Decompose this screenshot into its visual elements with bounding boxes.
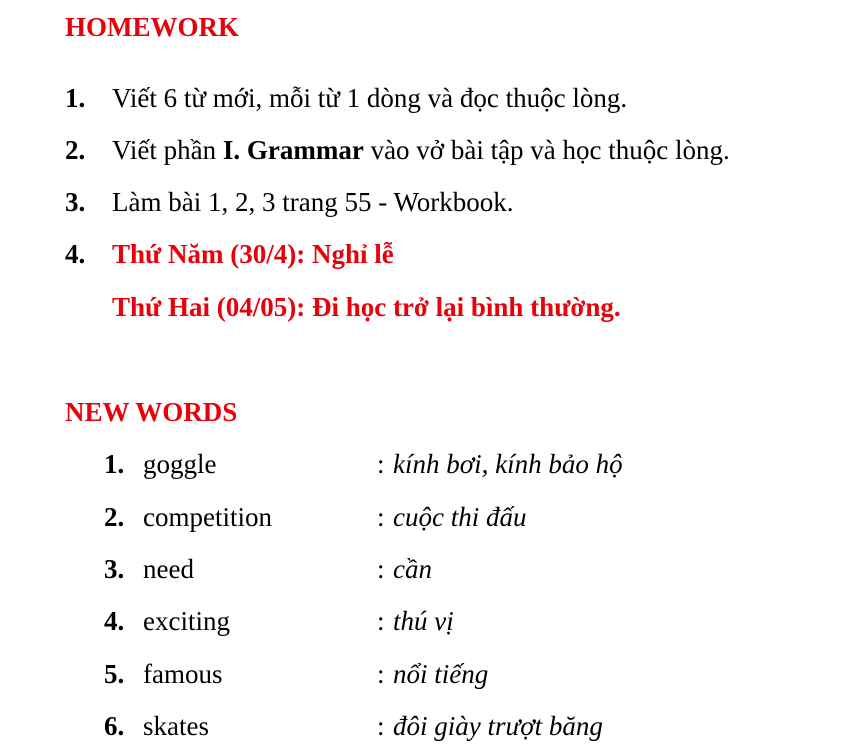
vocab-word: competition: [143, 502, 272, 532]
vocab-colon: :: [377, 711, 385, 741]
vocab-word: skates: [143, 711, 209, 741]
homework-item-number: 1.: [65, 83, 86, 113]
homework-heading: HOMEWORK: [65, 12, 239, 42]
vocab-number: 2.: [104, 502, 125, 532]
vocab-word: goggle: [143, 449, 217, 479]
vocab-word: need: [143, 554, 194, 584]
school-resume-notice: Thứ Hai (04/05): Đi học trở lại bình thường.: [112, 292, 621, 322]
homework-item-number: 4.: [65, 239, 86, 269]
new-words-heading: NEW WORDS: [65, 397, 238, 427]
vocab-colon: :: [377, 606, 385, 636]
vocab-meaning: đôi giày trượt băng: [393, 711, 603, 741]
vocab-number: 5.: [104, 659, 125, 689]
vocab-number: 6.: [104, 711, 125, 741]
vocab-word: famous: [143, 659, 223, 689]
vocab-meaning: kính bơi, kính bảo hộ: [393, 449, 623, 479]
vocab-meaning: thú vị: [393, 606, 454, 636]
homework-item: [65, 241, 394, 268]
vocab-word: exciting: [143, 606, 230, 636]
homework-item: [65, 85, 627, 112]
homework-item: [65, 137, 730, 164]
homework-item-text: Viết 6 từ mới, mỗi từ 1 dòng và đọc thuộc lòng.: [112, 83, 628, 113]
vocab-colon: :: [377, 554, 385, 584]
vocab-meaning: cần: [393, 554, 432, 584]
grammar-reference: I. Grammar: [222, 135, 364, 165]
homework-item-text: Viết phần: [112, 135, 223, 165]
vocab-colon: :: [377, 659, 385, 689]
homework-item: [65, 189, 514, 216]
vocab-number: 4.: [104, 606, 125, 636]
homework-item-text-end: vào vở bài tập và học thuộc lòng.: [363, 135, 730, 165]
homework-item-number: 3.: [65, 187, 86, 217]
holiday-notice: Thứ Năm (30/4): Nghỉ lễ: [112, 239, 394, 269]
vocab-number: 3.: [104, 554, 125, 584]
vocab-colon: :: [377, 502, 385, 532]
vocab-meaning: nổi tiếng: [393, 659, 489, 689]
vocab-meaning: cuộc thi đấu: [393, 502, 527, 532]
homework-item-number: 2.: [65, 135, 86, 165]
vocab-number: 1.: [104, 449, 125, 479]
homework-item-text: Làm bài 1, 2, 3 trang 55 - Workbook.: [112, 187, 514, 217]
vocab-colon: :: [377, 449, 385, 479]
